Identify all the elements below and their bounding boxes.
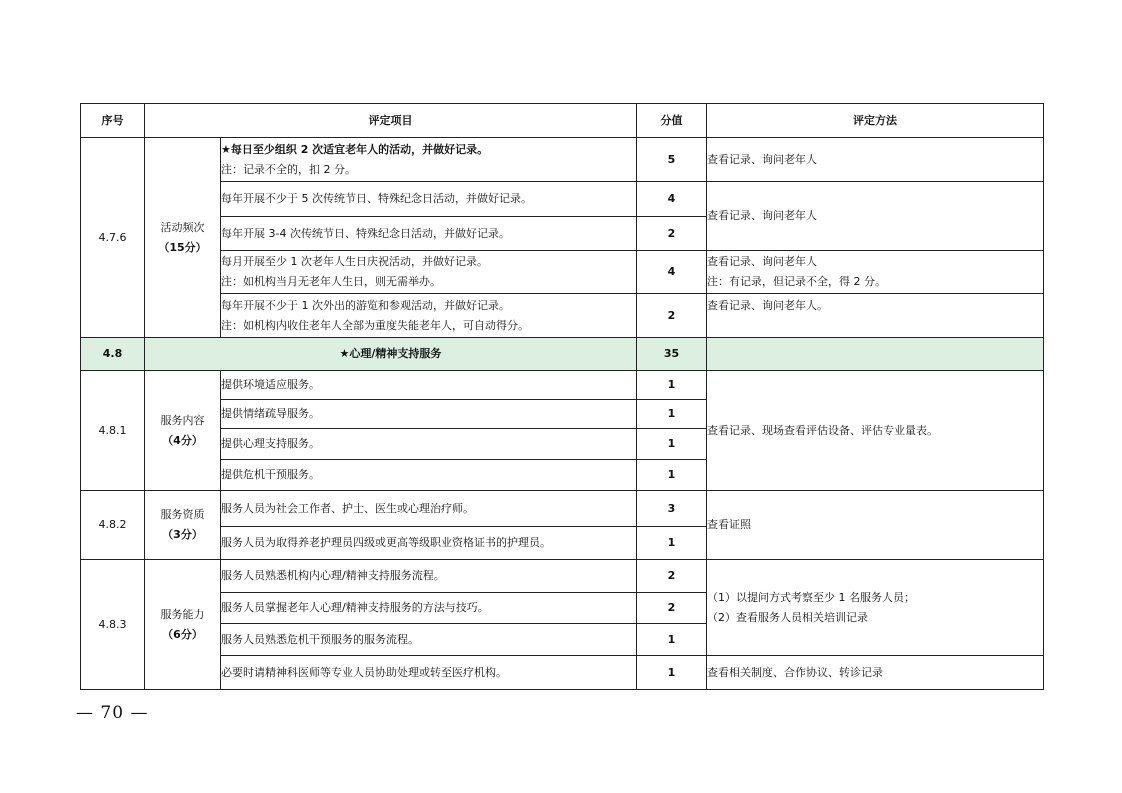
item-note: 注：如机构内收住老年人全部为重度失能老年人，可自动得分。 (221, 318, 529, 332)
header-item: 评定项目 (145, 104, 637, 138)
item-text: 每年开展 3-4 次传统节日、特殊纪念日活动，并做好记录。 (221, 217, 637, 251)
section-number: 4.8 (81, 338, 145, 371)
item-text: 每年开展不少于 1 次外出的游览和参观活动，并做好记录。 (221, 298, 510, 312)
score-cell: 1 (637, 624, 707, 656)
category-points: （4分） (162, 433, 203, 447)
table-row (81, 656, 1044, 690)
header-score: 分值 (637, 104, 707, 138)
item-note: 注：记录不全的，扣 2 分。 (221, 162, 356, 176)
method-cell: 查看记录、询问老年人。 (707, 294, 1044, 338)
item-note: 注：如机构当月无老年人生日，则无需举办。 (221, 275, 441, 288)
category-points: （3分） (162, 528, 203, 541)
category-cell (145, 491, 221, 560)
score-cell: 4 (637, 251, 707, 294)
item-text: 服务人员为取得养老护理员四级或更高等级职业资格证书的护理员。 (221, 527, 637, 560)
item-text: 服务人员熟悉危机干预服务的服务流程。 (221, 624, 637, 656)
score-cell: 1 (637, 460, 707, 491)
method-cell: 查看相关制度、合作协议、转诊记录 (707, 656, 1044, 690)
category-points: （6分） (162, 627, 203, 641)
item-text: 服务人员掌握老年人心理/精神支持服务的方法与技巧。 (221, 593, 637, 624)
score-cell: 5 (637, 138, 707, 182)
category-cell (145, 560, 221, 690)
method-cell (707, 251, 1044, 294)
item-text: 提供危机干预服务。 (221, 460, 637, 491)
item-cell (221, 251, 637, 294)
table-row (81, 371, 1044, 400)
method-note: 注：有记录，但记录不全，得 2 分。 (707, 275, 886, 288)
category-label: 服务资质 (160, 508, 205, 521)
item-text: 每年开展不少于 5 次传统节日、特殊纪念日活动，并做好记录。 (221, 182, 637, 217)
category-cell (145, 371, 221, 491)
table-row (81, 251, 1044, 294)
item-text: 每月开展至少 1 次老年人生日庆祝活动，并做好记录。 (221, 255, 488, 268)
table-header-row (81, 104, 1044, 138)
method-cell: 查看记录、询问老年人 (707, 182, 1044, 251)
item-text: 提供环境适应服务。 (221, 371, 637, 400)
table-row (81, 560, 1044, 593)
score-cell: 2 (637, 294, 707, 338)
method-text: 查看记录、询问老年人 (707, 255, 817, 268)
table-row (81, 138, 1044, 182)
score-cell: 2 (637, 560, 707, 593)
section-title: ★心理/精神支持服务 (145, 338, 637, 371)
item-cell (221, 294, 637, 338)
score-cell: 1 (637, 400, 707, 429)
category-points: （15分） (158, 240, 207, 254)
table-row (81, 182, 1044, 217)
item-text: 提供心理支持服务。 (221, 429, 637, 460)
table-row (81, 491, 1044, 527)
section-number: 4.8.2 (81, 491, 145, 560)
header-method: 评定方法 (707, 104, 1044, 138)
section-header-row (81, 338, 1044, 371)
category-label: 服务内容 (160, 413, 205, 427)
score-cell: 1 (637, 371, 707, 400)
header-seq: 序号 (81, 104, 145, 138)
item-text: ★每日至少组织 2 次适宜老年人的活动，并做好记录。 (221, 142, 489, 156)
score-cell: 1 (637, 656, 707, 690)
method-cell: 查看记录、询问老年人 (707, 138, 1044, 182)
score-cell: 2 (637, 593, 707, 624)
category-label: 活动频次 (160, 220, 205, 234)
section-number: 4.8.1 (81, 371, 145, 491)
score-cell: 1 (637, 429, 707, 460)
method-text: （2）查看服务人员相关培训记录 (707, 610, 868, 624)
method-cell: 查看记录、现场查看评估设备、评估专业量表。 (707, 371, 1044, 491)
score-cell: 3 (637, 491, 707, 527)
category-cell (145, 138, 221, 338)
method-cell (707, 560, 1044, 656)
item-text: 服务人员为社会工作者、护士、医生或心理治疗师。 (221, 491, 637, 527)
score-cell: 4 (637, 182, 707, 217)
item-text: 服务人员熟悉机构内心理/精神支持服务流程。 (221, 560, 637, 593)
method-text: （1）以提问方式考察至少 1 名服务人员； (707, 590, 915, 604)
page-number: — 70 — (76, 703, 149, 723)
item-text: 提供情绪疏导服务。 (221, 400, 637, 429)
section-method-empty (707, 338, 1044, 371)
score-cell: 1 (637, 527, 707, 560)
section-number: 4.8.3 (81, 560, 145, 690)
score-cell: 2 (637, 217, 707, 251)
item-cell (221, 138, 637, 182)
item-text: 必要时请精神科医师等专业人员协助处理或转至医疗机构。 (221, 656, 637, 690)
category-label: 服务能力 (160, 607, 205, 621)
method-cell: 查看证照 (707, 491, 1044, 560)
section-score: 35 (637, 338, 707, 371)
table-row (81, 294, 1044, 338)
section-number: 4.7.6 (81, 138, 145, 338)
evaluation-table (80, 103, 1044, 690)
